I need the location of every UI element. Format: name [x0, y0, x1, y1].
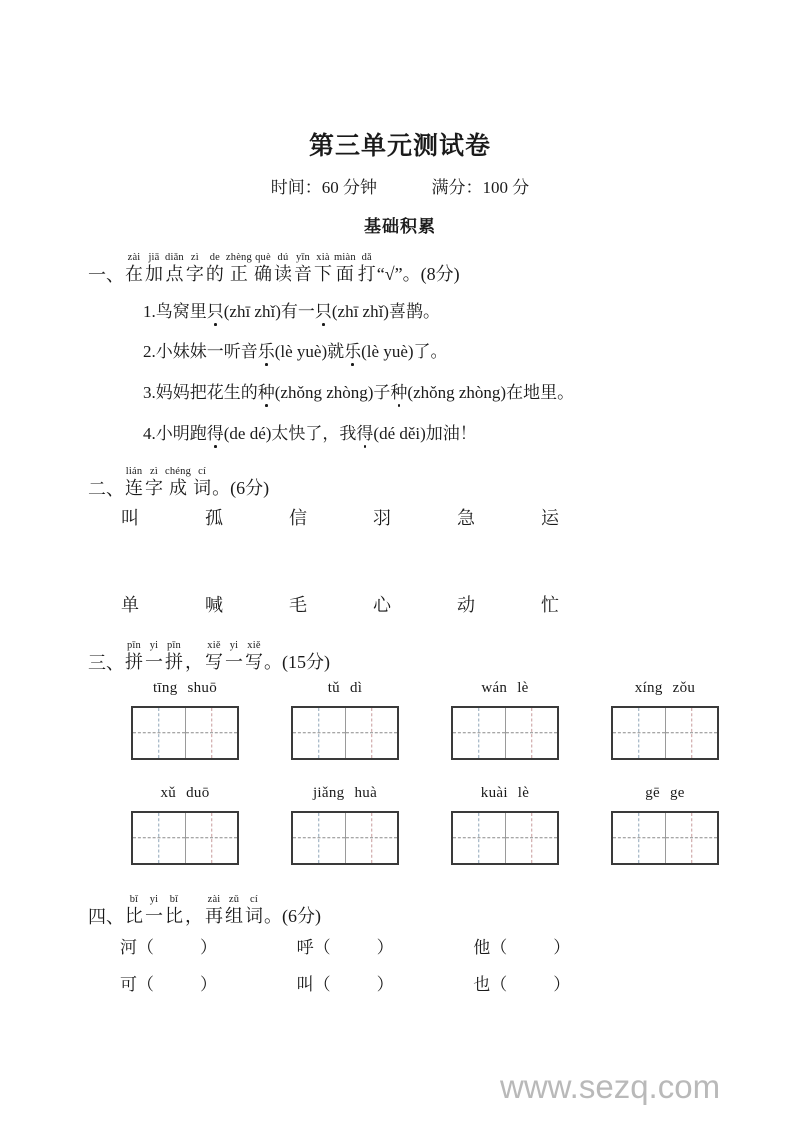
compare-word-group [473, 975, 650, 995]
writing-grid-row-1 [120, 680, 730, 760]
item-text-b: (zhǒng zhòng)子 [274, 383, 391, 402]
tianzige-writing-box[interactable] [611, 811, 719, 865]
word-match-char[interactable]: 忙 [541, 595, 559, 615]
hanzi-text: 词 [245, 906, 263, 926]
hanzi-text: 拼 [165, 652, 183, 672]
hanzi-text: ， [185, 652, 203, 672]
pinyin-prompt [313, 785, 377, 802]
pinyin-syllable: tǔ [327, 680, 340, 696]
tianzige-cell[interactable] [453, 813, 505, 863]
tianzige-cell[interactable] [185, 708, 237, 758]
tianzige-writing-box[interactable] [451, 811, 559, 865]
pinyin-syllable: zǒu [672, 680, 696, 696]
pinyin-write-cell [440, 680, 570, 760]
hanzi-text: 再 [205, 906, 223, 926]
word-match-char[interactable]: 毛 [289, 595, 307, 615]
ruby-unit [165, 466, 191, 498]
question-4-pair-row-bottom [120, 975, 650, 995]
item-text-a: 鸟窝里 [155, 302, 207, 321]
question-2-char-row-bottom [120, 595, 560, 615]
question-4-ruby-text [124, 894, 264, 927]
question-2-ruby-text [124, 466, 212, 499]
dotted-char: 乐 [344, 342, 362, 361]
hanzi-text: 比 [125, 906, 143, 926]
tianzige-writing-box[interactable] [131, 811, 239, 865]
tianzige-cell[interactable] [345, 708, 397, 758]
word-match-char[interactable]: 心 [373, 595, 391, 615]
pinyin-text: yi [149, 894, 159, 905]
item-text-a: 小明跑 [155, 424, 207, 443]
hanzi-text: 一 [145, 652, 163, 672]
pinyin-write-cell [600, 785, 730, 865]
time-label: 时间：60 分钟 [270, 178, 377, 197]
paren-open: （ [490, 975, 508, 994]
question-4-tail: 。(6分) [264, 906, 321, 926]
tianzige-writing-box[interactable] [291, 706, 399, 760]
item-text-b: (de dé)太快了，我 [223, 424, 357, 443]
tianzige-cell[interactable] [505, 813, 557, 863]
ruby-unit [125, 640, 143, 672]
pinyin-text: zì [150, 466, 158, 477]
pinyin-text: zì [190, 252, 199, 263]
paren-open: （ [313, 975, 331, 994]
question-1-item-1 [143, 302, 440, 322]
ruby-unit [294, 252, 312, 284]
item-text-a: 妈妈把花生的 [155, 383, 258, 402]
hanzi-text: 正 [229, 264, 248, 284]
tianzige-cell[interactable] [453, 708, 505, 758]
word-match-char[interactable]: 急 [457, 508, 475, 528]
hanzi-text: 读 [273, 264, 292, 284]
question-3-number: 三、 [88, 653, 124, 673]
tianzige-cell[interactable] [613, 813, 665, 863]
score-label: 满分：100 分 [431, 178, 530, 197]
pinyin-syllable: lè [517, 785, 530, 801]
ruby-unit [205, 640, 223, 672]
pinyin-text: zhèng [225, 252, 252, 263]
ruby-unit [145, 466, 163, 498]
hanzi-text: 点 [165, 264, 184, 284]
pinyin-text: què [255, 252, 271, 263]
tianzige-cell[interactable] [665, 708, 717, 758]
pinyin-syllable: gē [645, 785, 660, 801]
pinyin-write-cell [600, 680, 730, 760]
hanzi-text: ， [185, 906, 203, 926]
pinyin-text: zài [127, 252, 141, 263]
paren-close: ） [376, 975, 394, 994]
question-4-pair-row-top [120, 938, 650, 958]
pinyin-text: cí [250, 894, 258, 905]
word-match-char[interactable]: 信 [289, 508, 307, 528]
ruby-unit [125, 894, 143, 926]
pinyin-text: jiā [148, 252, 160, 263]
ruby-unit [125, 252, 143, 284]
pinyin-syllable: wán [481, 680, 508, 696]
dotted-char: 种 [257, 383, 275, 402]
question-3-heading [88, 640, 330, 672]
pinyin-text: yi [229, 640, 239, 651]
compare-char: 可 [120, 975, 137, 994]
item-text-a: 小妹妹一听音 [155, 342, 258, 361]
writing-grid-row-2 [120, 785, 730, 865]
word-match-char[interactable]: 孤 [205, 508, 223, 528]
dotted-char: 得 [356, 424, 374, 443]
hanzi-text: 写 [245, 652, 263, 672]
question-1-heading [88, 252, 460, 284]
ruby-unit [125, 466, 143, 498]
compare-word-group [120, 938, 297, 958]
compare-char: 他 [473, 938, 491, 957]
tianzige-cell[interactable] [665, 813, 717, 863]
item-text-c: (dé děi)加油！ [373, 424, 477, 443]
hanzi-text: 一 [225, 652, 243, 672]
pinyin-syllable: dì [350, 680, 363, 696]
compare-word-group [297, 975, 474, 995]
hanzi-text: 加 [145, 264, 163, 284]
ruby-unit [334, 252, 356, 284]
ruby-unit [165, 252, 184, 284]
pinyin-syllable: ge [670, 785, 685, 801]
question-1-ruby-text [124, 252, 377, 285]
pinyin-write-cell [280, 680, 410, 760]
ruby-unit [226, 252, 252, 284]
question-4-heading [88, 894, 321, 926]
pinyin-text: pīn [126, 640, 142, 651]
item-text-b: (lè yuè)就 [274, 342, 345, 361]
ruby-unit [358, 252, 376, 284]
ruby-unit [185, 894, 203, 926]
paren-close: ） [200, 975, 217, 994]
pinyin-text: zǔ [228, 894, 240, 905]
item-number: 2. [143, 342, 156, 361]
ruby-unit [274, 252, 292, 284]
pinyin-prompt [153, 680, 217, 697]
paren-open: （ [313, 938, 331, 957]
hanzi-text: 写 [205, 652, 223, 672]
pinyin-syllable: xǔ [160, 785, 177, 801]
question-4-number: 四、 [88, 907, 124, 927]
pinyin-text: xiě [247, 640, 261, 651]
question-1-item-2 [143, 342, 448, 362]
pinyin-text: dú [277, 252, 289, 263]
pinyin-syllable: tīng [152, 680, 178, 696]
ruby-unit [205, 894, 223, 926]
ruby-unit [145, 894, 163, 926]
pinyin-write-cell [440, 785, 570, 865]
pinyin-text: miàn [333, 252, 356, 263]
pinyin-text: yi [149, 640, 159, 651]
question-1-tail: “√”。(8分) [376, 264, 460, 284]
item-text-b: (zhī zhǐ)有一 [223, 302, 315, 321]
question-3-tail: 。(15分) [264, 652, 330, 672]
pinyin-write-cell [280, 785, 410, 865]
pinyin-write-cell [120, 680, 250, 760]
hanzi-text: 在 [125, 264, 143, 284]
pinyin-prompt [481, 680, 528, 697]
compare-word-group [297, 938, 474, 958]
paren-close: ） [553, 938, 571, 957]
hanzi-text: 音 [293, 264, 312, 284]
tianzige-cell[interactable] [293, 708, 345, 758]
pinyin-text: de [209, 252, 221, 263]
compare-char: 也 [473, 975, 491, 994]
question-1-item-3 [143, 383, 574, 403]
item-number: 1. [143, 302, 156, 321]
dotted-char: 种 [390, 383, 408, 402]
dotted-char: 乐 [257, 342, 275, 361]
hanzi-text: 拼 [125, 652, 143, 672]
hanzi-text: 确 [253, 264, 272, 284]
pinyin-text: xià [316, 252, 330, 263]
pinyin-syllable: shuō [187, 680, 218, 696]
hanzi-text: 的 [205, 264, 224, 284]
pinyin-write-cell [120, 785, 250, 865]
hanzi-text: 字 [185, 264, 204, 284]
hanzi-text: 词 [193, 478, 212, 498]
pinyin-syllable: lè [517, 680, 529, 696]
hanzi-text: 字 [145, 478, 163, 498]
tianzige-writing-box[interactable] [451, 706, 559, 760]
compare-word-group [473, 938, 650, 958]
pinyin-prompt [635, 680, 695, 697]
word-match-char[interactable]: 运 [541, 508, 559, 528]
pinyin-syllable: xíng [634, 680, 663, 696]
pinyin-text: xiě [207, 640, 221, 651]
ruby-unit [314, 252, 332, 284]
tianzige-cell[interactable] [133, 813, 185, 863]
paren-open: （ [137, 975, 154, 994]
tianzige-cell[interactable] [133, 708, 185, 758]
ruby-unit [186, 252, 204, 284]
exam-meta [0, 173, 800, 198]
tianzige-writing-box[interactable] [611, 706, 719, 760]
item-number: 4. [143, 424, 156, 443]
ruby-unit [245, 640, 263, 672]
tianzige-cell[interactable] [613, 708, 665, 758]
word-match-char[interactable]: 叫 [121, 508, 139, 528]
ruby-unit [145, 640, 163, 672]
question-3-ruby-text [124, 640, 264, 673]
word-match-char[interactable]: 喊 [205, 595, 223, 615]
question-1-number: 一、 [88, 265, 124, 285]
pinyin-prompt [160, 785, 209, 802]
compare-char: 呼 [296, 938, 314, 957]
ruby-unit [254, 252, 272, 284]
pinyin-prompt [481, 785, 529, 802]
tianzige-cell[interactable] [505, 708, 557, 758]
ruby-unit [193, 466, 211, 498]
pinyin-text: dǎ [361, 252, 372, 263]
hanzi-text: 一 [145, 906, 163, 926]
ruby-unit [225, 894, 243, 926]
pinyin-text: lián [125, 466, 143, 477]
pinyin-syllable: duō [186, 785, 210, 801]
pinyin-syllable: jiǎng [312, 785, 345, 801]
hanzi-text: 比 [165, 906, 183, 926]
ruby-unit [165, 640, 183, 672]
dotted-char: 得 [206, 424, 224, 443]
hanzi-text: 打 [357, 264, 376, 284]
pinyin-text: pīn [166, 640, 182, 651]
hanzi-text: 连 [125, 478, 143, 498]
ruby-unit [165, 894, 183, 926]
section-banner: 基础积累 [364, 217, 436, 236]
item-text-c: (zhǒng zhòng)在地里。 [407, 383, 575, 402]
pinyin-text: diǎn [165, 252, 184, 263]
item-number: 3. [143, 383, 156, 402]
compare-word-group [120, 975, 297, 995]
word-match-char[interactable]: 单 [121, 595, 139, 615]
pinyin-text: cí [198, 466, 207, 477]
paren-open: （ [490, 938, 508, 957]
ruby-unit [185, 640, 203, 672]
ruby-unit [206, 252, 224, 284]
item-text-c: (zhī zhǐ)喜鹊。 [331, 302, 440, 321]
compare-char: 叫 [296, 975, 314, 994]
question-2-heading [88, 466, 269, 498]
pinyin-text: yīn [295, 252, 310, 263]
tianzige-cell[interactable] [185, 813, 237, 863]
page-title: 第三单元测试卷 [308, 133, 491, 160]
pinyin-text: zài [207, 894, 221, 905]
pinyin-text [185, 894, 203, 906]
hanzi-text: 组 [225, 906, 243, 926]
word-match-char[interactable]: 动 [457, 595, 475, 615]
word-match-char[interactable]: 羽 [373, 508, 391, 528]
pinyin-text: chéng [165, 466, 192, 477]
pinyin-text: bǐ [129, 894, 139, 905]
dotted-char: 只 [206, 302, 224, 321]
hanzi-text: 面 [335, 264, 354, 284]
hanzi-text: 下 [313, 264, 332, 284]
paren-open: （ [137, 938, 154, 957]
paren-close: ） [200, 938, 217, 957]
tianzige-cell[interactable] [293, 813, 345, 863]
question-2-tail: 。(6分) [212, 478, 270, 498]
paren-close: ） [376, 938, 394, 957]
ruby-unit [145, 252, 163, 284]
question-2-char-row-top [120, 508, 560, 528]
question-1-item-4 [143, 424, 477, 444]
dotted-char: 只 [314, 302, 332, 321]
tianzige-writing-box[interactable] [131, 706, 239, 760]
tianzige-cell[interactable] [345, 813, 397, 863]
pinyin-prompt [328, 680, 363, 697]
item-text-c: (lè yuè)了。 [361, 342, 448, 361]
hanzi-text: 成 [169, 478, 188, 498]
pinyin-syllable: huà [354, 785, 378, 801]
ruby-unit [225, 640, 243, 672]
tianzige-writing-box[interactable] [291, 811, 399, 865]
site-watermark: www.sezq.com [500, 1068, 721, 1105]
pinyin-text [185, 640, 203, 652]
compare-char: 河 [120, 938, 137, 957]
pinyin-text: bǐ [169, 894, 179, 905]
pinyin-syllable: kuài [480, 785, 508, 801]
pinyin-prompt [645, 785, 685, 802]
ruby-unit [245, 894, 263, 926]
question-2-number: 二、 [88, 479, 124, 499]
paren-close: ） [553, 975, 571, 994]
